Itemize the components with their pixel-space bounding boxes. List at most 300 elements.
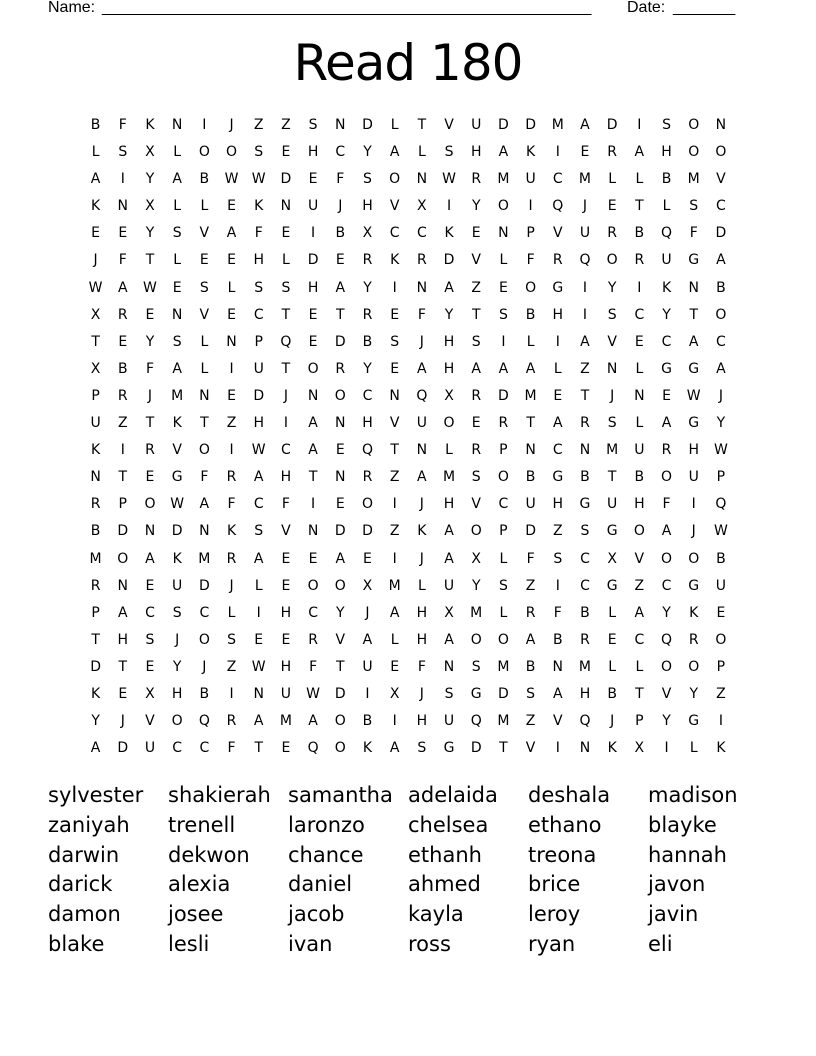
grid-cell[interactable]: I [229, 685, 234, 702]
grid-cell[interactable]: D [362, 523, 373, 540]
grid-cell[interactable]: A [716, 360, 726, 377]
grid-cell[interactable]: T [336, 658, 345, 675]
grid-cell[interactable]: H [416, 631, 428, 648]
grid-cell[interactable]: O [497, 469, 509, 486]
grid-cell[interactable]: K [390, 252, 400, 269]
grid-cell[interactable]: U [579, 225, 591, 242]
grid-cell[interactable]: N [307, 523, 319, 540]
grid-cell[interactable]: J [175, 631, 180, 648]
grid-cell[interactable]: S [471, 333, 481, 350]
grid-cell[interactable]: A [226, 225, 237, 242]
grid-cell[interactable]: W [306, 685, 321, 702]
grid-cell[interactable]: X [444, 387, 454, 404]
grid-cell[interactable]: S [172, 604, 182, 621]
grid-cell[interactable]: M [279, 713, 292, 730]
grid-cell[interactable]: C [661, 333, 672, 350]
grid-cell[interactable]: I [283, 415, 288, 432]
grid-cell[interactable]: K [689, 604, 699, 621]
grid-cell[interactable]: Y [91, 713, 100, 730]
grid-cell[interactable]: A [580, 333, 590, 350]
grid-cell[interactable]: D [525, 523, 536, 540]
grid-cell[interactable]: V [552, 225, 563, 242]
grid-cell[interactable]: C [552, 171, 563, 188]
grid-cell[interactable]: I [256, 604, 261, 621]
grid-cell[interactable]: W [251, 171, 266, 188]
grid-cell[interactable]: N [416, 171, 428, 188]
grid-cell[interactable]: P [118, 496, 127, 513]
grid-cell[interactable]: I [555, 740, 560, 757]
grid-cell[interactable]: J [419, 550, 424, 567]
grid-cell[interactable]: F [227, 740, 236, 757]
grid-cell[interactable]: N [688, 279, 699, 296]
grid-cell[interactable]: I [446, 198, 452, 215]
grid-cell[interactable]: D [90, 658, 101, 675]
grid-cell[interactable]: E [471, 225, 481, 242]
grid-cell[interactable]: H [416, 604, 428, 621]
grid-cell[interactable]: T [91, 333, 100, 350]
grid-cell[interactable]: A [308, 442, 318, 459]
grid-cell[interactable]: R [117, 306, 128, 323]
grid-cell[interactable]: Z [716, 685, 726, 702]
grid-cell[interactable]: E [662, 387, 671, 404]
grid-cell[interactable]: B [525, 469, 536, 486]
grid-cell[interactable]: Z [552, 523, 563, 540]
grid-cell[interactable]: O [226, 144, 238, 161]
grid-cell[interactable]: Y [662, 604, 671, 621]
grid-cell[interactable]: I [718, 713, 723, 730]
grid-cell[interactable]: Q [661, 631, 673, 648]
grid-cell[interactable]: O [361, 496, 373, 513]
grid-cell[interactable]: S [172, 225, 182, 242]
grid-cell[interactable]: O [144, 496, 156, 513]
grid-cell[interactable]: I [555, 333, 560, 350]
grid-cell[interactable]: T [580, 387, 590, 404]
grid-cell[interactable]: O [497, 631, 509, 648]
grid-cell[interactable]: I [501, 333, 506, 350]
grid-cell[interactable]: U [172, 577, 183, 594]
grid-cell[interactable]: F [689, 225, 698, 242]
grid-cell[interactable]: A [90, 171, 101, 188]
grid-cell[interactable]: K [362, 740, 373, 757]
grid-cell[interactable]: D [498, 685, 509, 702]
grid-cell[interactable]: R [362, 469, 373, 486]
grid-cell[interactable]: Z [471, 279, 482, 296]
grid-cell[interactable]: O [307, 360, 319, 377]
grid-cell[interactable]: C [362, 387, 373, 404]
grid-cell[interactable]: H [253, 415, 264, 432]
grid-cell[interactable]: N [171, 306, 183, 323]
grid-cell[interactable]: E [308, 333, 318, 350]
grid-cell[interactable]: B [525, 658, 536, 675]
grid-cell[interactable]: I [555, 577, 560, 594]
grid-cell[interactable]: F [254, 225, 263, 242]
grid-cell[interactable]: S [390, 333, 400, 350]
grid-cell[interactable]: R [607, 225, 618, 242]
grid-cell[interactable]: Q [579, 252, 591, 269]
grid-cell[interactable]: L [200, 198, 209, 215]
grid-cell[interactable]: A [444, 523, 454, 540]
grid-cell[interactable]: W [251, 442, 266, 459]
grid-cell[interactable]: R [634, 252, 645, 269]
grid-cell[interactable]: O [633, 523, 645, 540]
grid-cell[interactable]: S [172, 333, 182, 350]
grid-cell[interactable]: T [281, 360, 291, 377]
grid-cell[interactable]: R [416, 252, 427, 269]
grid-cell[interactable]: H [117, 631, 129, 648]
grid-cell[interactable]: L [173, 198, 182, 215]
grid-cell[interactable]: L [390, 631, 399, 648]
grid-cell[interactable]: B [90, 117, 101, 133]
grid-cell[interactable]: O [688, 658, 700, 675]
grid-cell[interactable]: O [715, 144, 727, 161]
grid-cell[interactable]: W [88, 279, 103, 296]
grid-cell[interactable]: F [336, 171, 345, 188]
grid-cell[interactable]: V [716, 171, 726, 188]
grid-cell[interactable]: P [499, 523, 508, 540]
grid-cell[interactable]: T [471, 306, 481, 323]
grid-cell[interactable]: A [117, 279, 128, 296]
grid-cell[interactable]: L [689, 740, 698, 757]
grid-cell[interactable]: O [715, 306, 727, 323]
grid-cell[interactable]: O [307, 577, 319, 594]
grid-cell[interactable]: D [715, 225, 727, 242]
grid-cell[interactable]: Q [307, 740, 319, 757]
grid-cell[interactable]: B [634, 225, 645, 242]
grid-cell[interactable]: L [635, 415, 644, 432]
grid-cell[interactable]: E [172, 279, 182, 296]
grid-cell[interactable]: H [362, 198, 373, 215]
grid-cell[interactable]: C [580, 577, 590, 594]
grid-cell[interactable]: S [689, 198, 699, 215]
grid-cell[interactable]: L [445, 442, 453, 459]
grid-cell[interactable]: V [552, 713, 563, 730]
grid-cell[interactable]: U [471, 117, 482, 133]
grid-cell[interactable]: I [637, 117, 642, 133]
grid-cell[interactable]: Y [607, 279, 617, 296]
grid-cell[interactable]: O [688, 117, 700, 133]
grid-cell[interactable]: V [389, 198, 400, 215]
grid-cell[interactable]: B [552, 631, 563, 648]
grid-cell[interactable]: E [118, 333, 128, 350]
grid-cell[interactable]: L [553, 360, 562, 377]
grid-cell[interactable]: H [661, 144, 672, 161]
grid-cell[interactable]: X [362, 577, 373, 594]
grid-cell[interactable]: A [661, 523, 672, 540]
grid-cell[interactable]: P [91, 604, 100, 621]
grid-cell[interactable]: P [254, 333, 263, 350]
grid-cell[interactable]: D [117, 523, 129, 540]
grid-cell[interactable]: L [173, 144, 182, 161]
grid-cell[interactable]: H [171, 685, 183, 702]
grid-cell[interactable]: M [89, 550, 102, 567]
grid-cell[interactable]: T [526, 415, 535, 432]
grid-cell[interactable]: O [470, 523, 482, 540]
grid-cell[interactable]: N [226, 333, 237, 350]
grid-cell[interactable]: Z [226, 415, 237, 432]
grid-cell[interactable]: V [634, 550, 645, 567]
grid-cell[interactable]: R [580, 631, 590, 648]
grid-cell[interactable]: A [716, 252, 726, 269]
grid-cell[interactable]: J [120, 713, 125, 730]
grid-cell[interactable]: A [253, 550, 264, 567]
grid-cell[interactable]: F [227, 496, 236, 513]
grid-cell[interactable]: G [606, 523, 618, 540]
grid-cell[interactable]: T [281, 306, 291, 323]
grid-cell[interactable]: A [525, 360, 536, 377]
grid-cell[interactable]: R [335, 360, 346, 377]
grid-cell[interactable]: K [661, 279, 672, 296]
grid-cell[interactable]: A [525, 631, 536, 648]
grid-cell[interactable]: S [444, 144, 454, 161]
grid-cell[interactable]: G [171, 469, 183, 486]
grid-cell[interactable]: N [335, 469, 346, 486]
grid-cell[interactable]: Y [363, 144, 372, 161]
grid-cell[interactable]: V [281, 523, 291, 540]
grid-cell[interactable]: S [471, 469, 481, 486]
grid-cell[interactable]: J [419, 496, 424, 513]
grid-cell[interactable]: A [417, 360, 427, 377]
grid-cell[interactable]: R [661, 442, 672, 459]
grid-cell[interactable]: M [497, 658, 510, 675]
grid-cell[interactable]: Q [470, 713, 482, 730]
grid-cell[interactable]: K [444, 225, 454, 242]
grid-cell[interactable]: A [498, 360, 509, 377]
grid-cell[interactable]: T [635, 685, 644, 702]
grid-cell[interactable]: K [91, 198, 101, 215]
grid-cell[interactable]: X [145, 198, 155, 215]
grid-cell[interactable]: S [199, 279, 209, 296]
grid-cell[interactable]: Y [363, 360, 372, 377]
grid-cell[interactable]: V [199, 225, 210, 242]
grid-cell[interactable]: F [309, 658, 318, 675]
grid-cell[interactable]: T [200, 415, 209, 432]
grid-cell[interactable]: J [93, 252, 98, 269]
grid-cell[interactable]: U [525, 171, 536, 188]
grid-cell[interactable]: C [498, 496, 509, 513]
grid-cell[interactable]: I [392, 713, 397, 730]
grid-cell[interactable]: A [552, 415, 563, 432]
grid-cell[interactable]: Z [525, 577, 536, 594]
grid-cell[interactable]: K [226, 523, 237, 540]
grid-cell[interactable]: D [117, 740, 129, 757]
grid-cell[interactable]: A [253, 469, 264, 486]
grid-cell[interactable]: T [390, 442, 399, 459]
grid-cell[interactable]: Q [552, 198, 564, 215]
grid-cell[interactable]: N [144, 523, 156, 540]
grid-cell[interactable]: Y [662, 306, 671, 323]
grid-cell[interactable]: J [610, 387, 615, 404]
grid-cell[interactable]: S [308, 117, 318, 133]
grid-cell[interactable]: B [716, 279, 726, 296]
grid-cell[interactable]: T [417, 117, 427, 133]
grid-cell[interactable]: M [578, 658, 592, 675]
grid-cell[interactable]: F [118, 252, 127, 269]
grid-cell[interactable]: L [200, 360, 209, 377]
grid-cell[interactable]: R [117, 387, 128, 404]
grid-cell[interactable]: E [308, 171, 318, 188]
grid-cell[interactable]: F [281, 496, 290, 513]
grid-cell[interactable]: C [253, 306, 264, 323]
grid-cell[interactable]: F [553, 604, 562, 621]
grid-cell[interactable]: X [145, 685, 155, 702]
grid-cell[interactable]: N [552, 658, 564, 675]
grid-cell[interactable]: L [608, 604, 617, 621]
grid-cell[interactable]: J [419, 685, 424, 702]
grid-cell[interactable]: D [171, 523, 183, 540]
grid-cell[interactable]: C [199, 604, 210, 621]
grid-cell[interactable]: Q [579, 713, 591, 730]
grid-cell[interactable]: I [637, 279, 642, 296]
grid-cell[interactable]: O [334, 577, 346, 594]
grid-cell[interactable]: D [334, 685, 346, 702]
grid-cell[interactable]: O [334, 713, 346, 730]
grid-cell[interactable]: K [526, 144, 536, 161]
grid-cell[interactable]: N [171, 117, 183, 133]
grid-cell[interactable]: E [363, 550, 372, 567]
grid-cell[interactable]: E [716, 604, 726, 621]
grid-cell[interactable]: S [607, 306, 617, 323]
grid-cell[interactable]: N [389, 387, 400, 404]
grid-cell[interactable]: M [470, 604, 483, 621]
grid-cell[interactable]: X [607, 550, 617, 567]
grid-cell[interactable]: N [335, 415, 346, 432]
grid-cell[interactable]: O [688, 144, 700, 161]
grid-cell[interactable]: I [311, 225, 316, 242]
grid-cell[interactable]: C [145, 604, 155, 621]
grid-cell[interactable]: F [200, 469, 209, 486]
grid-cell[interactable]: I [229, 442, 234, 459]
grid-cell[interactable]: S [227, 631, 236, 648]
grid-cell[interactable]: R [226, 550, 237, 567]
grid-cell[interactable]: H [253, 252, 264, 269]
grid-cell[interactable]: G [552, 279, 564, 296]
grid-cell[interactable]: U [525, 496, 536, 513]
grid-cell[interactable]: B [362, 333, 373, 350]
grid-cell[interactable]: I [392, 496, 397, 513]
grid-cell[interactable]: L [635, 360, 644, 377]
grid-cell[interactable]: K [91, 442, 101, 459]
grid-cell[interactable]: M [442, 469, 456, 486]
grid-cell[interactable]: U [443, 577, 455, 594]
grid-cell[interactable]: K [172, 415, 182, 432]
grid-cell[interactable]: I [120, 442, 125, 459]
grid-cell[interactable]: G [688, 360, 700, 377]
grid-cell[interactable]: L [91, 144, 100, 161]
grid-cell[interactable]: W [686, 387, 701, 404]
grid-cell[interactable]: D [606, 117, 618, 133]
grid-cell[interactable]: M [578, 171, 592, 188]
grid-cell[interactable]: Z [580, 360, 590, 377]
grid-cell[interactable]: T [336, 306, 345, 323]
grid-cell[interactable]: A [117, 604, 128, 621]
grid-cell[interactable]: D [198, 577, 210, 594]
grid-cell[interactable]: X [90, 360, 101, 377]
grid-cell[interactable]: G [579, 496, 591, 513]
grid-cell[interactable]: S [662, 117, 671, 133]
grid-cell[interactable]: R [362, 252, 373, 269]
grid-cell[interactable]: G [606, 577, 618, 594]
grid-cell[interactable]: E [553, 387, 563, 404]
grid-cell[interactable]: L [635, 171, 644, 188]
grid-cell[interactable]: Q [715, 496, 727, 513]
grid-cell[interactable]: N [579, 442, 591, 459]
grid-cell[interactable]: M [606, 442, 619, 459]
grid-cell[interactable]: E [281, 144, 291, 161]
grid-cell[interactable]: A [444, 631, 454, 648]
grid-cell[interactable]: X [634, 740, 645, 757]
grid-cell[interactable]: X [444, 604, 454, 621]
grid-cell[interactable]: Y [145, 171, 155, 188]
grid-cell[interactable]: W [170, 496, 185, 513]
grid-cell[interactable]: J [582, 198, 588, 215]
grid-cell[interactable]: T [118, 469, 128, 486]
grid-cell[interactable]: E [607, 631, 617, 648]
grid-cell[interactable]: O [334, 387, 346, 404]
grid-cell[interactable]: X [362, 225, 373, 242]
grid-cell[interactable]: D [498, 387, 509, 404]
grid-cell[interactable]: M [497, 713, 510, 730]
grid-cell[interactable]: E [199, 252, 209, 269]
grid-cell[interactable]: K [607, 740, 617, 757]
grid-cell[interactable]: T [145, 252, 155, 269]
grid-cell[interactable]: J [610, 713, 615, 730]
grid-cell[interactable]: A [172, 171, 182, 188]
grid-cell[interactable]: O [334, 740, 346, 757]
grid-cell[interactable]: H [443, 360, 455, 377]
grid-cell[interactable]: M [388, 577, 401, 594]
grid-cell[interactable]: O [470, 631, 482, 648]
grid-cell[interactable]: A [389, 144, 400, 161]
grid-cell[interactable]: F [417, 306, 426, 323]
grid-cell[interactable]: Y [172, 658, 182, 675]
grid-cell[interactable]: A [688, 333, 699, 350]
grid-cell[interactable]: Q [416, 387, 428, 404]
grid-cell[interactable]: F [417, 658, 426, 675]
grid-cell[interactable]: V [471, 496, 481, 513]
grid-cell[interactable]: L [499, 550, 508, 567]
grid-cell[interactable]: P [635, 713, 644, 730]
grid-cell[interactable]: G [688, 252, 700, 269]
grid-cell[interactable]: E [118, 685, 128, 702]
grid-cell[interactable]: U [416, 415, 427, 432]
grid-cell[interactable]: U [443, 713, 455, 730]
grid-cell[interactable]: Y [363, 279, 372, 296]
grid-cell[interactable]: L [526, 333, 535, 350]
grid-cell[interactable]: F [118, 117, 127, 133]
grid-cell[interactable]: U [661, 252, 672, 269]
grid-cell[interactable]: L [608, 171, 617, 188]
grid-cell[interactable]: C [634, 631, 645, 648]
grid-cell[interactable]: C [335, 144, 346, 161]
grid-cell[interactable]: N [579, 740, 591, 757]
grid-cell[interactable]: R [688, 631, 699, 648]
grid-cell[interactable]: C [253, 496, 264, 513]
grid-cell[interactable]: L [608, 658, 617, 675]
grid-cell[interactable]: R [471, 387, 482, 404]
grid-cell[interactable]: E [390, 306, 400, 323]
grid-cell[interactable]: R [226, 469, 237, 486]
grid-cell[interactable]: W [143, 279, 157, 296]
grid-cell[interactable]: O [117, 550, 129, 567]
grid-cell[interactable]: E [308, 306, 318, 323]
grid-cell[interactable]: D [362, 117, 373, 133]
grid-cell[interactable]: U [253, 360, 264, 377]
grid-cell[interactable]: N [199, 387, 210, 404]
grid-cell[interactable]: O [198, 144, 210, 161]
grid-cell[interactable]: H [362, 415, 373, 432]
grid-cell[interactable]: E [390, 658, 400, 675]
grid-cell[interactable]: H [579, 685, 591, 702]
